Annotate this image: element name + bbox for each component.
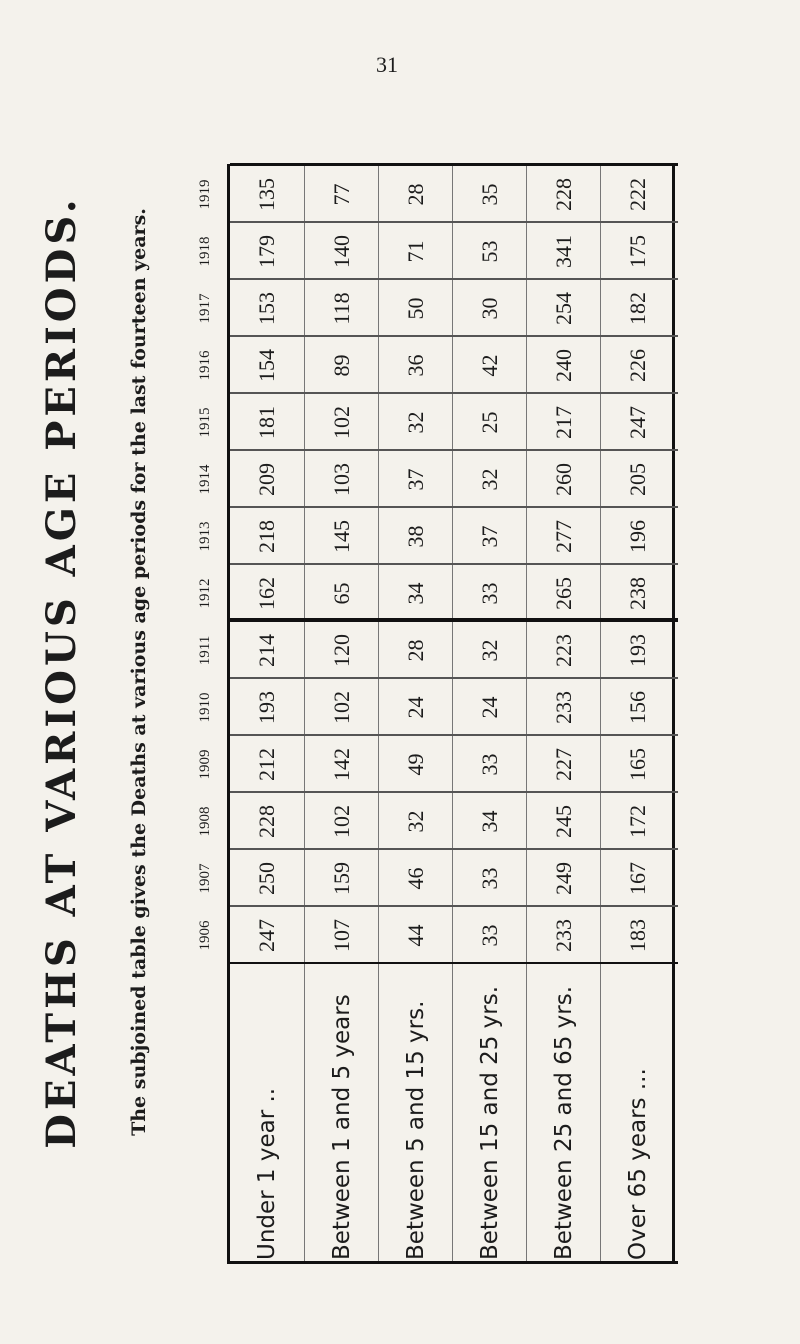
- page-number: 31: [376, 52, 398, 77]
- table-cell: 233: [551, 919, 576, 952]
- year-header-cell: 1912: [196, 578, 213, 609]
- table-cell: 24: [403, 696, 428, 719]
- column-rule: [230, 734, 678, 736]
- table-cell: 214: [254, 634, 279, 667]
- row-label: Between 5 and 15 yrs.: [403, 1000, 429, 1260]
- table-cell: 228: [551, 178, 576, 211]
- table-row: [526, 164, 600, 1264]
- table-cell: 175: [625, 235, 650, 268]
- table-cell: 102: [329, 406, 354, 439]
- table-cell: 77: [329, 183, 354, 206]
- table-cell: 218: [254, 520, 279, 553]
- year-header-cell: 1915: [196, 407, 213, 438]
- table-row: [600, 164, 674, 1264]
- table-body: [227, 164, 675, 1264]
- year-header-cell: 1916: [196, 350, 213, 381]
- table-cell: 238: [625, 577, 650, 610]
- row-label: Between 15 and 25 yrs.: [477, 985, 503, 1260]
- table-row: [304, 164, 378, 1264]
- column-rule: [230, 962, 678, 964]
- row-label: Under 1 year ..: [254, 1087, 280, 1260]
- column-rule: [230, 791, 678, 793]
- column-rule: [230, 392, 678, 394]
- table-cell: 172: [625, 805, 650, 838]
- table-cell: 193: [254, 691, 279, 724]
- table-cell: 227: [551, 748, 576, 781]
- table-cell: 50: [403, 297, 428, 320]
- table-cell: 34: [477, 810, 502, 833]
- row-label: Between 1 and 5 years: [329, 994, 355, 1260]
- year-header-cell: 1918: [196, 236, 213, 267]
- table-cell: 182: [625, 292, 650, 325]
- table-cell: 254: [551, 292, 576, 325]
- table-cell: 179: [254, 235, 279, 268]
- table-cell: 89: [329, 354, 354, 377]
- table-cell: 245: [551, 805, 576, 838]
- year-header-cell: 1910: [196, 692, 213, 723]
- table-cell: 46: [403, 867, 428, 890]
- table-cell: 102: [329, 805, 354, 838]
- table-cell: 44: [403, 924, 428, 947]
- table-cell: 37: [403, 468, 428, 491]
- table-cell: 36: [403, 354, 428, 377]
- table-cell: 277: [551, 520, 576, 553]
- table-cell: 154: [254, 349, 279, 382]
- table-cell: 42: [477, 354, 502, 377]
- column-rule: [230, 677, 678, 679]
- table-cell: 165: [625, 748, 650, 781]
- table-cell: 233: [551, 691, 576, 724]
- column-rule: [230, 1261, 678, 1264]
- table-cell: 120: [329, 634, 354, 667]
- table-cell: 217: [551, 406, 576, 439]
- column-rule: [230, 506, 678, 508]
- column-rule: [230, 618, 678, 622]
- year-header-cell: 1919: [196, 179, 213, 210]
- table-cell: 32: [477, 468, 502, 491]
- table-cell: 181: [254, 406, 279, 439]
- table-cell: 247: [625, 406, 650, 439]
- page-subtitle: The subjoined table gives the Deaths at various age periods for the last fourteen years.: [128, 208, 150, 1136]
- year-header-cell: 1917: [196, 293, 213, 324]
- table-cell: 103: [329, 463, 354, 496]
- table-cell: 167: [625, 862, 650, 895]
- year-header-cell: 1911: [196, 635, 213, 666]
- table-cell: 33: [477, 582, 502, 605]
- table-row: [230, 164, 304, 1264]
- table-cell: 33: [477, 924, 502, 947]
- table-cell: 65: [329, 582, 354, 605]
- table-cell: 34: [403, 582, 428, 605]
- table-cell: 250: [254, 862, 279, 895]
- column-rule: [230, 163, 678, 166]
- table-cell: 32: [403, 411, 428, 434]
- table-cell: 247: [254, 919, 279, 952]
- table-cell: 145: [329, 520, 354, 553]
- table-row: [452, 164, 526, 1264]
- table-cell: 24: [477, 696, 502, 719]
- column-rule: [230, 848, 678, 850]
- table-cell: 33: [477, 867, 502, 890]
- table-cell: 212: [254, 748, 279, 781]
- table-cell: 30: [477, 297, 502, 320]
- year-header-cell: 1908: [196, 806, 213, 837]
- table-cell: 196: [625, 520, 650, 553]
- table-cell: 205: [625, 463, 650, 496]
- column-rule: [230, 221, 678, 223]
- table-cell: 102: [329, 691, 354, 724]
- table-cell: 156: [625, 691, 650, 724]
- table-cell: 140: [329, 235, 354, 268]
- table-cell: 209: [254, 463, 279, 496]
- table-cell: 222: [625, 178, 650, 211]
- column-rule: [230, 278, 678, 280]
- table-cell: 28: [403, 639, 428, 662]
- year-header-cell: 1914: [196, 464, 213, 495]
- column-rule: [230, 905, 678, 907]
- year-header-cell: 1909: [196, 749, 213, 780]
- table-row: [378, 164, 452, 1264]
- table-cell: 183: [625, 919, 650, 952]
- column-rule: [230, 449, 678, 451]
- page-title: DEATHS AT VARIOUS AGE PERIODS.: [38, 195, 85, 1149]
- row-label: Between 25 and 65 yrs.: [551, 985, 577, 1260]
- table-cell: 193: [625, 634, 650, 667]
- column-rule: [230, 335, 678, 337]
- deaths-table: [185, 164, 677, 1264]
- table-cell: 25: [477, 411, 502, 434]
- table-cell: 265: [551, 577, 576, 610]
- table-cell: 49: [403, 753, 428, 776]
- table-cell: 71: [403, 240, 428, 263]
- table-cell: 32: [477, 639, 502, 662]
- table-cell: 223: [551, 634, 576, 667]
- column-rule: [230, 563, 678, 565]
- row-label: Over 65 years ...: [625, 1068, 651, 1260]
- table-cell: 159: [329, 862, 354, 895]
- table-cell: 260: [551, 463, 576, 496]
- table-cell: 153: [254, 292, 279, 325]
- table-cell: 341: [551, 235, 576, 268]
- year-header-cell: 1906: [196, 920, 213, 951]
- table-cell: 28: [403, 183, 428, 206]
- table-cell: 107: [329, 919, 354, 952]
- year-header-cell: 1913: [196, 521, 213, 552]
- table-cell: 33: [477, 753, 502, 776]
- table-cell: 118: [329, 292, 354, 325]
- table-cell: 142: [329, 748, 354, 781]
- table-cell: 249: [551, 862, 576, 895]
- table-cell: 135: [254, 178, 279, 211]
- table-cell: 38: [403, 525, 428, 548]
- table-cell: 37: [477, 525, 502, 548]
- table-cell: 53: [477, 240, 502, 263]
- table-cell: 32: [403, 810, 428, 833]
- table-cell: 226: [625, 349, 650, 382]
- year-header-cell: 1907: [196, 863, 213, 894]
- table-cell: 35: [477, 183, 502, 206]
- table-cell: 240: [551, 349, 576, 382]
- table-cell: 228: [254, 805, 279, 838]
- table-cell: 162: [254, 577, 279, 610]
